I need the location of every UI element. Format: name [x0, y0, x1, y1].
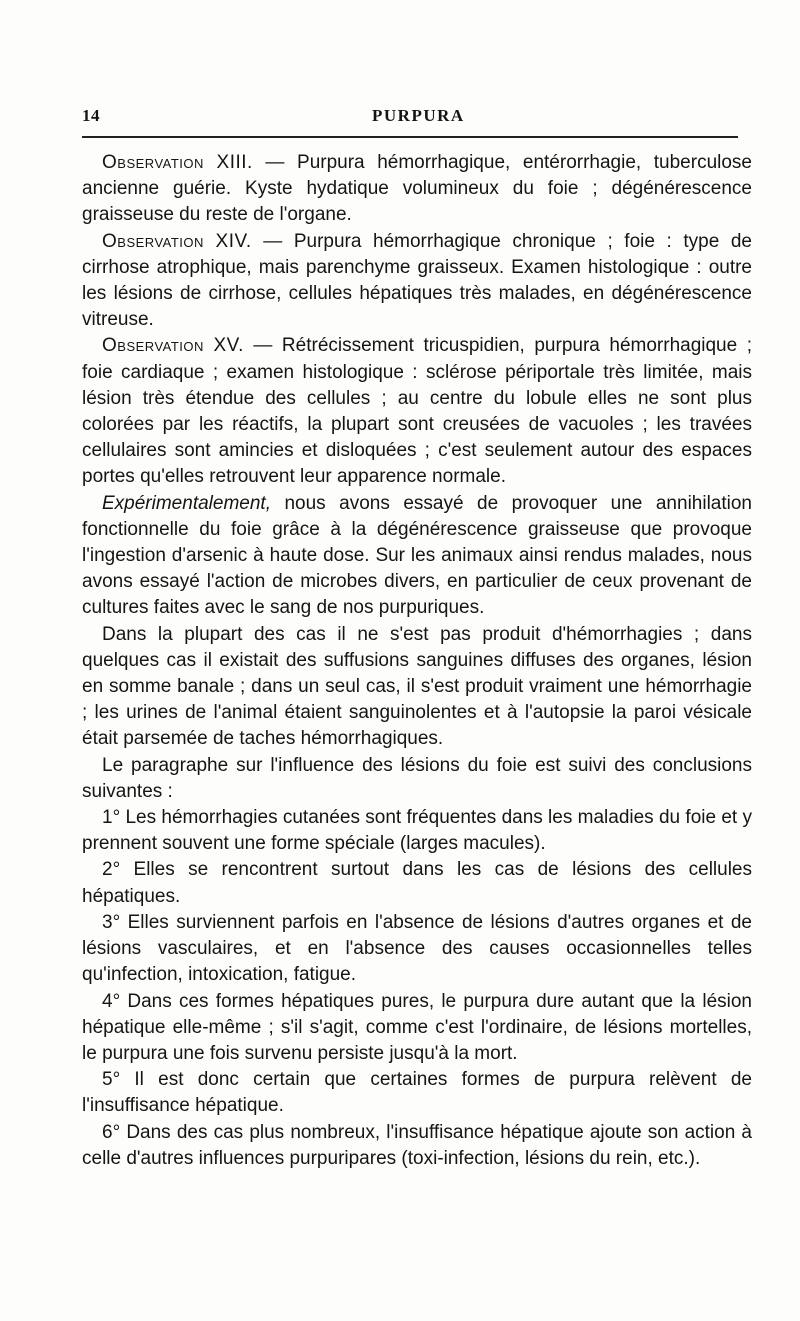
observation-number: XIV. — [215, 230, 252, 252]
observation-text: — Purpura hémorrhagique, entérorrhagie, tuberculose ancienne guérie. Kyste hydatique volumineux du foie ; dégénérescence graisseuse du reste de l'organe. — [82, 152, 752, 226]
experimental-lead: Expérimentalement, — [102, 492, 271, 514]
body-text — [82, 150, 752, 1172]
conclusion-1: 1° Les hémorrhagies cutanées sont fréquentes dans les maladies du foie et y prennent souvent une forme spéciale (larges macules). — [82, 807, 752, 855]
conclusion-3: 3° Elles surviennent parfois en l'absence de lésions d'autres organes et de lésions vasculaires, et en l'absence des causes occasionnelles telles qu'infection, intoxication, fatigue. — [82, 911, 752, 986]
results-paragraph: Dans la plupart des cas il ne s'est pas produit d'hémorrhagies ; dans quelques cas il existait des suffusions sanguines diffuses des organes, lésion en somme banale ; dans un seul cas, il s'est produit vraiment une hémorrhagie ; les urines de l'animal étaient sanguinolentes et à l'autopsie la paroi vésicale était parsemée de taches hémorrhagiques. — [82, 623, 752, 750]
running-head — [82, 106, 738, 130]
running-title: PURPURA — [372, 106, 465, 125]
header-rule — [82, 136, 738, 138]
observation-label: Observation — [102, 152, 204, 173]
observation-label: Observation — [102, 335, 204, 357]
conclusions-intro: Le paragraphe sur l'influence des lésions du foie est suivi des conclusions suivantes : — [82, 754, 752, 802]
observation-text: — Purpura hémorrhagique chronique ; foie : type de cirrhose atrophique, mais parenchyme graisseux. Examen histologique : outre les lésions de cirrhose, cellules hépatiques très malades, en dégénérescence vitreuse. — [82, 230, 752, 331]
observation-number: XIII. — [216, 152, 253, 173]
conclusion-4: 4° Dans ces formes hépatiques pures, le purpura dure autant que la lésion hépatique elle-même ; s'il s'agit, comme c'est l'ordinaire, de lésions mortelles, le purpura une fois survenu persiste jusqu'à la mort. — [82, 990, 752, 1064]
experimental-text: nous avons essayé de provoquer une annihilation fonctionnelle du foie grâce à la dégénérescence graisseuse que provoque l'ingestion d'arsenic à haute dose. Sur les animaux ainsi rendus malades, nous avons essayé l'action de microbes divers, en particulier de ceux provenant de cultures faites avec le sang de nos purpuriques. — [82, 492, 752, 619]
observation-15 — [82, 333, 752, 490]
observation-text: — Rétrécissement tricuspidien, purpura hémorrhagique ; foie cardiaque ; examen histologique : sclérose périportale très limitée, mais lésion très étendue des cellules ; au centre du lobule elles ne sont plus colorées par les réactifs, la plupart sont creusées de vacuoles ; les travées cellulaires sont amincies et disloquées ; c'est seulement autour des espaces portes qu'elles retrouvent leur apparence normale. — [82, 335, 753, 488]
experimental-paragraph — [82, 491, 752, 622]
observation-13 — [82, 150, 752, 229]
page-number: 14 — [82, 106, 100, 125]
observation-14 — [82, 229, 752, 334]
conclusion-5: 5° Il est donc certain que certaines formes de purpura relèvent de l'insuffisance hépatique. — [82, 1069, 752, 1117]
conclusion-6: 6° Dans des cas plus nombreux, l'insuffisance hépatique ajoute son action à celle d'autres influences purpuripares (toxi-infection, lésions du rein, etc.). — [82, 1121, 752, 1169]
conclusion-2: 2° Elles se rencontrent surtout dans les cas de lésions des cellules hépatiques. — [82, 859, 752, 907]
observation-label: Observation — [102, 230, 204, 252]
observation-number: XV. — [213, 335, 244, 357]
